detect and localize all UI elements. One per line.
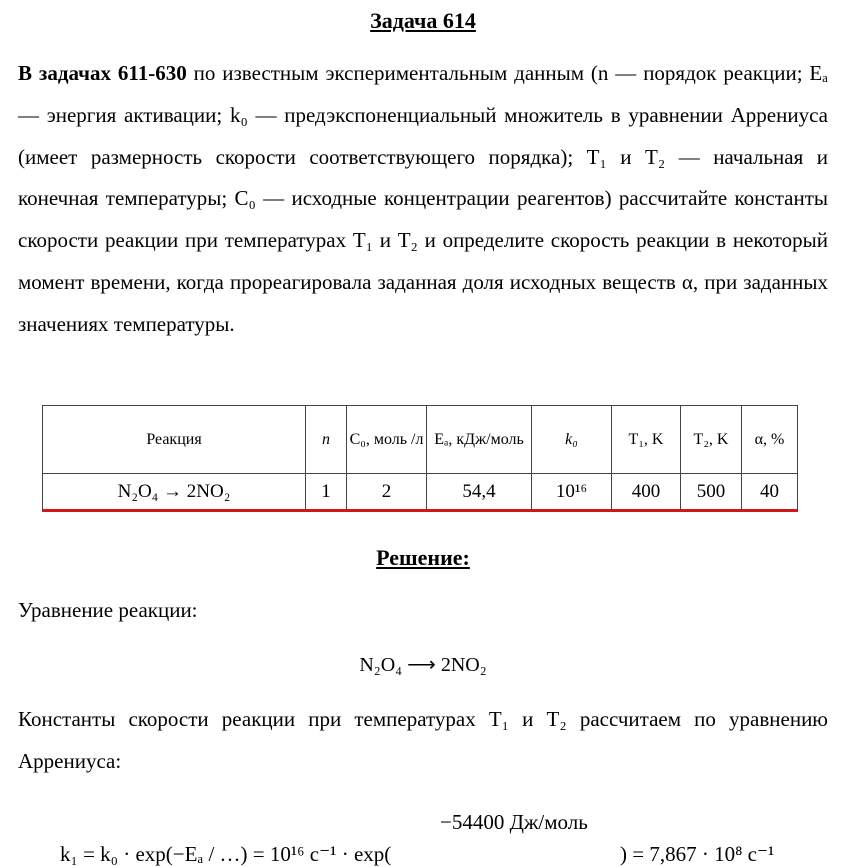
header-alpha: α, % — [742, 406, 798, 474]
cell-n: 1 — [306, 474, 347, 511]
header-n-text: n — [322, 431, 330, 448]
data-table — [42, 405, 798, 511]
reaction-label: Уравнение реакции: — [18, 598, 198, 622]
header-k0-text: k₀ — [565, 431, 578, 448]
header-reaction: Реакция — [43, 406, 306, 474]
arrhenius-formula — [60, 800, 775, 866]
task-statement — [18, 53, 828, 346]
arrhenius-text: Константы скорости реакции при температурах T₁ и T₂ рассчитаем по уравнению Аррениуса: — [18, 707, 828, 773]
table-header-row — [43, 406, 798, 474]
header-ea: Eₐ, кДж/моль — [427, 406, 532, 474]
header-k0 — [532, 406, 612, 474]
cell-t2: 500 — [681, 474, 742, 511]
task-title: Задача 614 — [370, 8, 476, 33]
formula-numerator: −54400 Дж/моль — [440, 810, 588, 834]
cell-alpha: 40 — [742, 474, 798, 511]
header-c0: C₀, моль /л — [347, 406, 427, 474]
task-text: по известным экспериментальным данным (n — порядок реакции; Eₐ — энергия активации; k₀ — предэкспоненциальный множитель в уравнении Аррениуса (имеет размерность скорости соответствующего порядка); T₁ и T₂ — начальная и конечная температуры; C₀ — исходные концентрации реагентов) рассчитайте константы скорости реакции при температурах T₁ и T₂ и определите скорость реакции в некоторый момент времени, когда прореагировала заданная доля исходных веществ α, при заданных значениях температуры. — [18, 61, 828, 336]
header-t2: T₂, K — [681, 406, 742, 474]
cell-reaction: N₂O₄ → 2NO₂ — [43, 474, 306, 511]
cell-ea: 54,4 — [427, 474, 532, 511]
header-t1: T₁, K — [612, 406, 681, 474]
formula-lhs: k₁ = k₀ · exp(−Eₐ / …) = 10¹⁶ с⁻¹ · exp( — [60, 842, 392, 866]
formula-result: ) = 7,867 · 10⁸ с⁻¹ — [620, 842, 775, 866]
cell-t1: 400 — [612, 474, 681, 511]
table-row — [43, 474, 798, 511]
cell-c0: 2 — [347, 474, 427, 511]
table-underline — [42, 509, 798, 512]
task-range: В задачах 611-630 — [18, 61, 187, 85]
solution-heading: Решение: — [376, 545, 470, 570]
cell-k0: 10¹⁶ — [532, 474, 612, 511]
header-n — [306, 406, 347, 474]
reaction-equation: N₂O₄ ⟶ 2NO₂ — [359, 654, 487, 676]
